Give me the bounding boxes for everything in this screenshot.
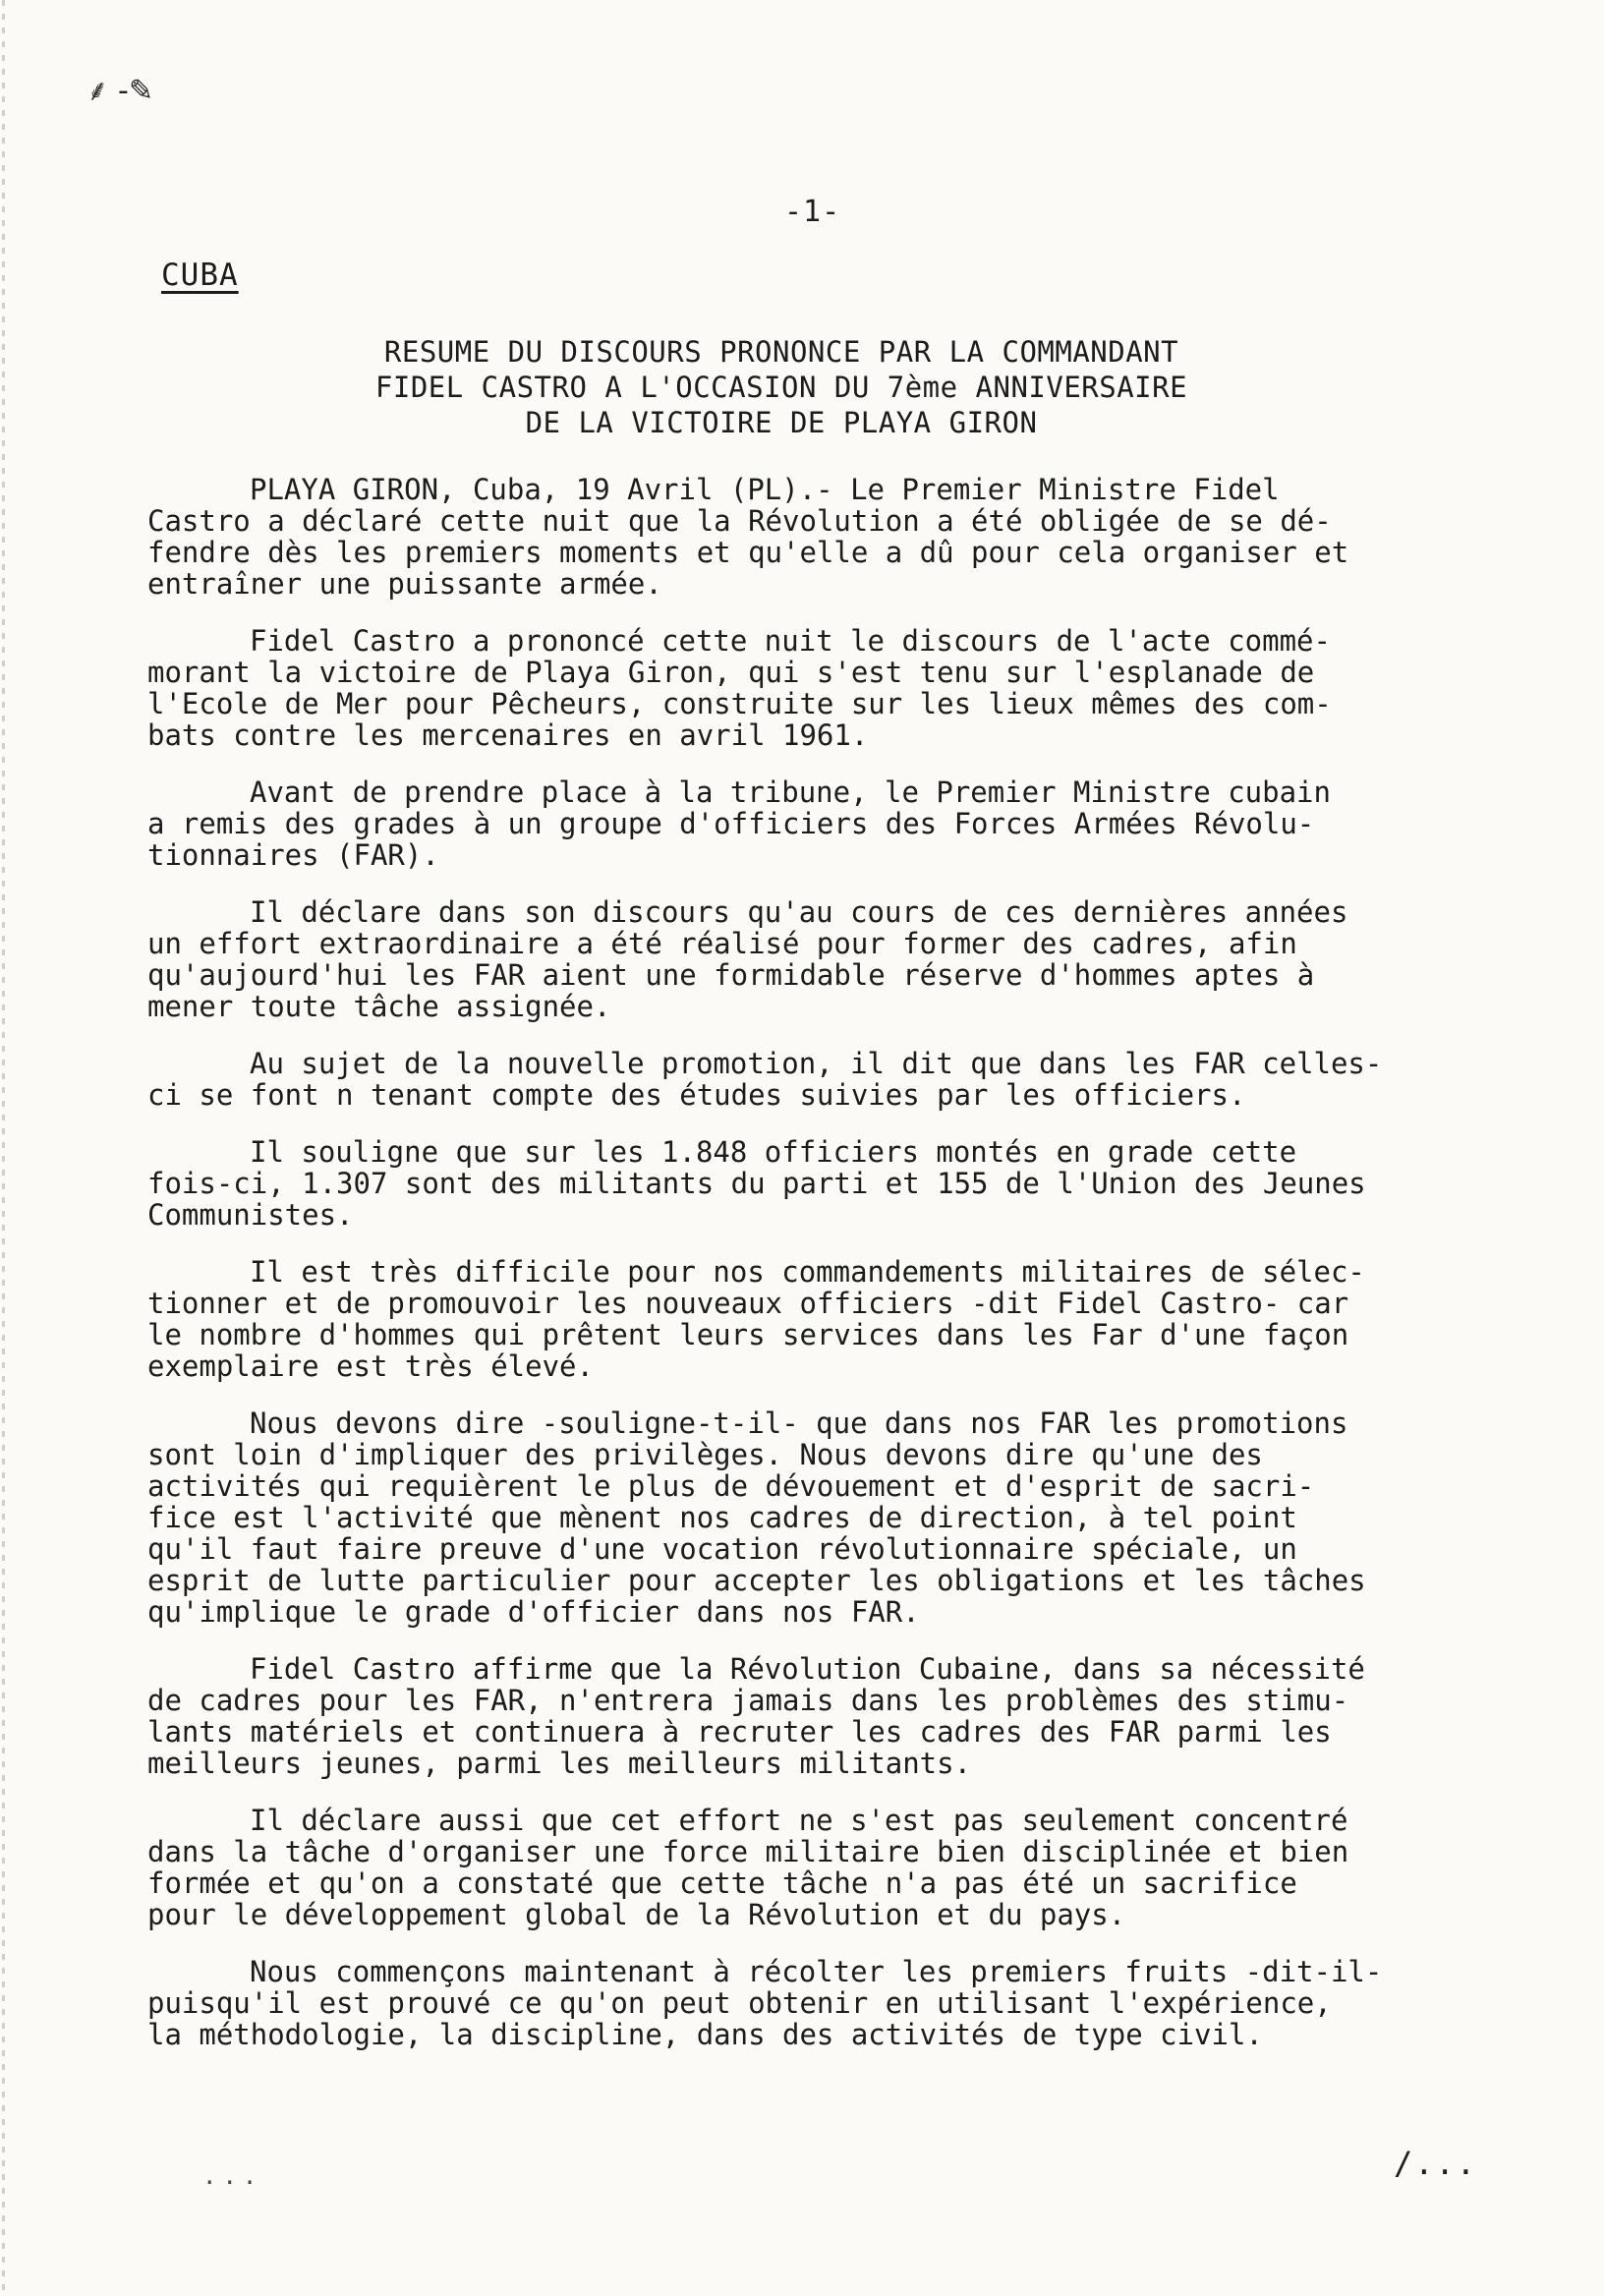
paragraph-line: a remis des grades à un groupe d'officiers des Forces Armées Révolu- <box>147 807 1315 840</box>
footer-marks: ... <box>202 2162 263 2190</box>
paragraph <box>147 1805 1514 1930</box>
paragraph-line: de cadres pour les FAR, n'entrera jamais dans les problèmes des stimu- <box>147 1684 1349 1717</box>
paragraph-line: ci se font n tenant compte des études suivies par les officiers. <box>147 1078 1246 1112</box>
paragraph <box>147 1048 1514 1111</box>
page-number: -1- <box>784 195 841 229</box>
paragraph-line: activités qui requièrent le plus de dévouement et d'esprit de sacri- <box>147 1469 1315 1503</box>
paragraph <box>147 1653 1514 1779</box>
paragraph-line: lants matériels et continuera à recruter les cadres des FAR parmi les <box>147 1715 1332 1749</box>
paragraph-line: bats contre les mercenaires en avril 1961. <box>147 718 869 752</box>
paragraph-line: pour le développement global de la Révolution et du pays. <box>147 1898 1126 1931</box>
paragraph-line: esprit de lutte particulier pour accepter les obligations et les tâches <box>147 1564 1366 1597</box>
paragraph-line: tionnaires (FAR). <box>147 838 439 872</box>
paragraph <box>147 1956 1514 2050</box>
paragraph-line: fice est l'activité que mènent nos cadres de direction, à tel point <box>147 1501 1297 1534</box>
paragraph-line: Il est très difficile pour nos commandements militaires de sélec- <box>250 1255 1365 1289</box>
paragraph-line: qu'implique le grade d'officier dans nos FAR. <box>147 1595 920 1629</box>
paragraph <box>147 625 1514 751</box>
paragraph-line: Il souligne que sur les 1.848 officiers montés en grade cette <box>250 1135 1297 1169</box>
paragraph-line: PLAYA GIRON, Cuba, 19 Avril (PL).- Le Premier Ministre Fidel <box>250 473 1280 506</box>
paragraph-line: meilleurs jeunes, parmi les meilleurs militants. <box>147 1747 972 1780</box>
title-line: RESUME DU DISCOURS PRONONCE PAR LA COMMANDANT <box>383 335 1179 369</box>
paragraph-line: Avant de prendre place à la tribune, le Premier Ministre cubain <box>250 775 1331 809</box>
paragraph-line: mener toute tâche assignée. <box>147 990 611 1023</box>
paragraph-line: Nous commençons maintenant à récolter les premiers fruits -dit-il- <box>250 1955 1383 1988</box>
ink-smudge-mark: ⸙ -✎ <box>86 74 153 108</box>
page-edge-mark <box>2 0 5 2296</box>
paragraph-line: fois-ci, 1.307 sont des militants du parti et 155 de l'Union des Jeunes <box>147 1167 1366 1200</box>
paragraph <box>147 1407 1514 1628</box>
paragraph-line: le nombre d'hommes qui prêtent leurs services dans les Far d'une façon <box>147 1318 1349 1351</box>
country-heading: CUBA <box>161 258 239 293</box>
paragraph-line: l'Ecole de Mer pour Pêcheurs, construite sur les lieux mêmes des com- <box>147 687 1332 720</box>
paragraph-line: Communistes. <box>147 1198 354 1232</box>
paragraph-line: Il déclare dans son discours qu'au cours de ces dernières années <box>250 895 1348 929</box>
title-line: DE LA VICTOIRE DE PLAYA GIRON <box>525 406 1038 439</box>
paragraph-line: fendre dès les premiers moments et qu'elle a dû pour cela organiser et <box>147 536 1349 569</box>
paragraph <box>147 896 1514 1022</box>
paragraph-line: dans la tâche d'organiser une force militaire bien disciplinée et bien <box>147 1835 1349 1868</box>
paragraph-line: exemplaire est très élevé. <box>147 1349 594 1383</box>
paragraph-line: Nous devons dire -souligne-t-il- que dans nos FAR les promotions <box>250 1406 1348 1440</box>
paragraph-line: qu'aujourd'hui les FAR aient une formidable réserve d'hommes aptes à <box>147 958 1315 992</box>
paragraph-line: Au sujet de la nouvelle promotion, il dit que dans les FAR celles- <box>250 1047 1383 1080</box>
paragraph-line: Castro a déclaré cette nuit que la Révolution a été obligée de se dé- <box>147 504 1332 538</box>
paragraph <box>147 474 1514 600</box>
paragraph-line: Fidel Castro a prononcé cette nuit le discours de l'acte commé- <box>250 624 1331 658</box>
paragraph-line: puisqu'il est prouvé ce qu'on peut obtenir en utilisant l'expérience, <box>147 1986 1332 2020</box>
paragraph-line: sont loin d'impliquer des privilèges. Nous devons dire qu'une des <box>147 1438 1263 1471</box>
document-title <box>216 334 1346 440</box>
article-body <box>147 474 1514 2076</box>
paragraph-line: qu'il faut faire preuve d'une vocation révolutionnaire spéciale, un <box>147 1532 1297 1566</box>
paragraph <box>147 1256 1514 1382</box>
paragraph-line: Il déclare aussi que cet effort ne s'est pas seulement concentré <box>250 1804 1348 1837</box>
paragraph-line: Fidel Castro affirme que la Révolution Cubaine, dans sa nécessité <box>250 1652 1365 1686</box>
paragraph-line: tionner et de promouvoir les nouveaux officiers -dit Fidel Castro- car <box>147 1287 1349 1320</box>
paragraph-line: entraîner une puissante armée. <box>147 567 662 601</box>
paragraph-line: formée et qu'on a constaté que cette tâche n'a pas été un sacrifice <box>147 1866 1297 1900</box>
paragraph-line: un effort extraordinaire a été réalisé pour former des cadres, afin <box>147 927 1297 960</box>
paragraph-line: la méthodologie, la discipline, dans des activités de type civil. <box>147 2018 1263 2051</box>
paragraph <box>147 1136 1514 1231</box>
continuation-mark: /... <box>1394 2145 1478 2182</box>
paragraph <box>147 776 1514 871</box>
paragraph-line: morant la victoire de Playa Giron, qui s'est tenu sur l'esplanade de <box>147 656 1315 689</box>
title-line: FIDEL CASTRO A L'OCCASION DU 7ème ANNIVERSAIRE <box>374 371 1188 404</box>
